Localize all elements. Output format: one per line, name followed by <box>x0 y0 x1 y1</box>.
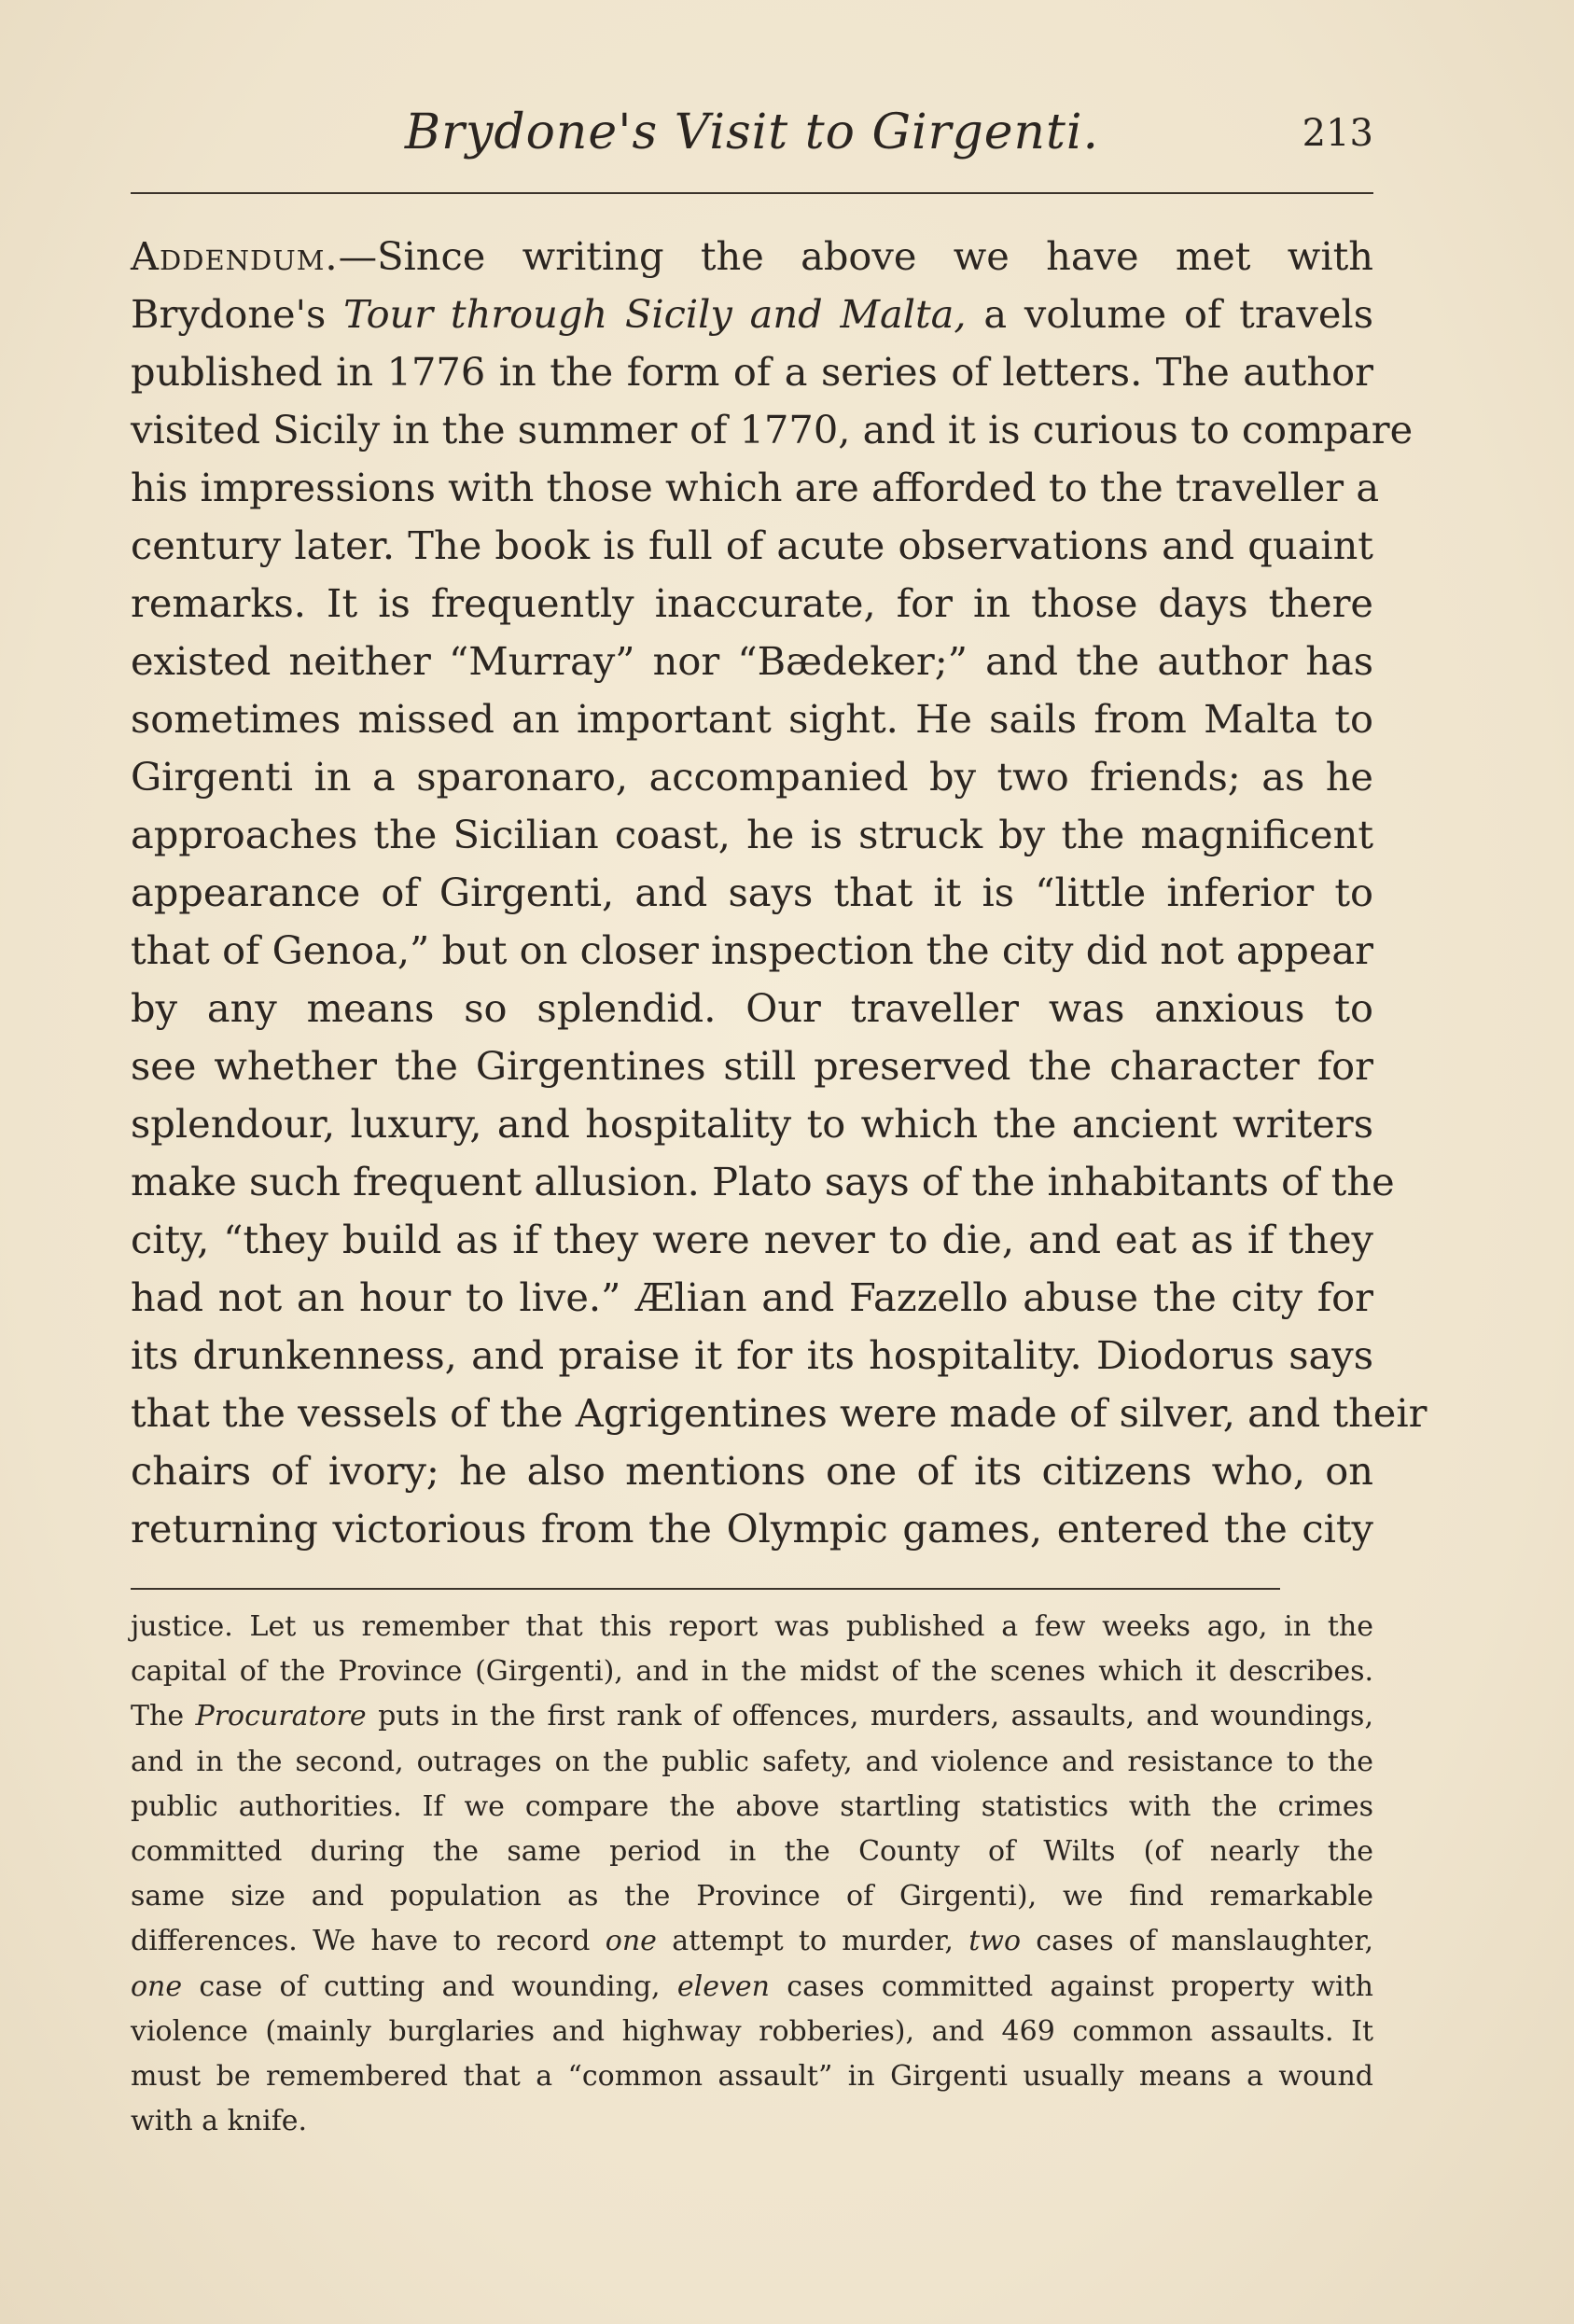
main-text <box>131 228 1428 1558</box>
book-title: Tour through Sicily and Malta, <box>343 291 967 337</box>
text-line: approaches the Sicilian coast, he is struck by the magnificent <box>131 812 1373 857</box>
text-line: existed neither “Murray” nor “Bædeker;” and the author has <box>131 638 1373 684</box>
text-line: that the vessels of the Agrigentines were made of silver, and their <box>131 1390 1428 1436</box>
text-line: remarks. It is frequently inaccurate, for in those days there <box>131 580 1373 626</box>
footnote-line: public authorities. If we compare the above startling statistics with the crimes <box>131 1789 1373 1823</box>
text-line: splendour, luxury, and hospitality to which the ancient writers <box>131 1101 1373 1147</box>
text-line: by any means so splendid. Our traveller was anxious to <box>131 985 1373 1031</box>
footnote-line: same size and population as the Province of Girgenti), we find remarkable <box>131 1880 1373 1913</box>
text-line: Girgenti in a sparonaro, accompanied by two friends; as he <box>131 754 1373 800</box>
text-line: published in 1776 in the form of a series of letters. The author <box>131 349 1373 395</box>
footnote-line: committed during the same period in the County of Wilts (of nearly the <box>131 1835 1373 1869</box>
text-line: Addendum.—Since writing the above we have met with <box>131 233 1373 279</box>
page-header <box>131 104 1373 179</box>
text-line: sometimes missed an important sight. He sails from Malta to <box>131 696 1373 742</box>
footnote-line: The Procuratore puts in the first rank of offences, murders, assaults, and woundings, <box>131 1700 1373 1733</box>
text-line: had not an hour to live.” Ælian and Fazzello abuse the city for <box>131 1274 1373 1320</box>
running-title: Brydone's Visit to Girgenti. <box>404 104 1100 160</box>
addendum-heading: Addendum. <box>131 233 339 279</box>
footnote-line: differences. We have to record one attempt to murder, two cases of manslaughter, <box>131 1925 1373 1958</box>
text-line: city, “they build as if they were never to die, and eat as if they <box>131 1217 1373 1262</box>
page-number: 213 <box>1302 112 1373 155</box>
footnote-line: and in the second, outrages on the public safety, and violence and resistance to the <box>131 1745 1373 1778</box>
footnote-line: with a knife. <box>131 2105 308 2138</box>
footnote-rule <box>131 1588 1280 1590</box>
header-rule <box>131 192 1373 194</box>
text-line: that of Genoa,” but on closer inspection the city did not appear <box>131 927 1373 973</box>
footnote-line: must be remembered that a “common assault” in Girgenti usually means a wound <box>131 2060 1373 2094</box>
text-line: see whether the Girgentines still preserved the character for <box>131 1043 1373 1089</box>
footnote <box>131 1605 1373 2144</box>
footnote-line: justice. Let us remember that this report was published a few weeks ago, in the <box>131 1610 1373 1643</box>
footnote-line: capital of the Province (Girgenti), and in the midst of the scenes which it describes. <box>131 1655 1373 1689</box>
text-line: century later. The book is full of acute observations and quaint <box>131 522 1373 568</box>
text-line: make such frequent allusion. Plato says of the inhabitants of the <box>131 1159 1395 1204</box>
text-line: Brydone's Tour through Sicily and Malta, a volume of travels <box>131 291 1373 337</box>
text-line: its drunkenness, and praise it for its hospitality. Diodorus says <box>131 1332 1373 1378</box>
footnote-line: violence (mainly burglaries and highway robberies), and 469 common assaults. It <box>131 2014 1373 2048</box>
text-line: his impressions with those which are afforded to the traveller a <box>131 465 1380 510</box>
text-line: visited Sicily in the summer of 1770, and it is curious to compare <box>131 407 1414 452</box>
footnote-line: one case of cutting and wounding, eleven cases committed against property with <box>131 1969 1373 2003</box>
text-line: appearance of Girgenti, and says that it is “little inferior to <box>131 870 1373 915</box>
text-line: chairs of ivory; he also mentions one of its citizens who, on <box>131 1448 1373 1494</box>
text-line: returning victorious from the Olympic games, entered the city <box>131 1506 1373 1552</box>
